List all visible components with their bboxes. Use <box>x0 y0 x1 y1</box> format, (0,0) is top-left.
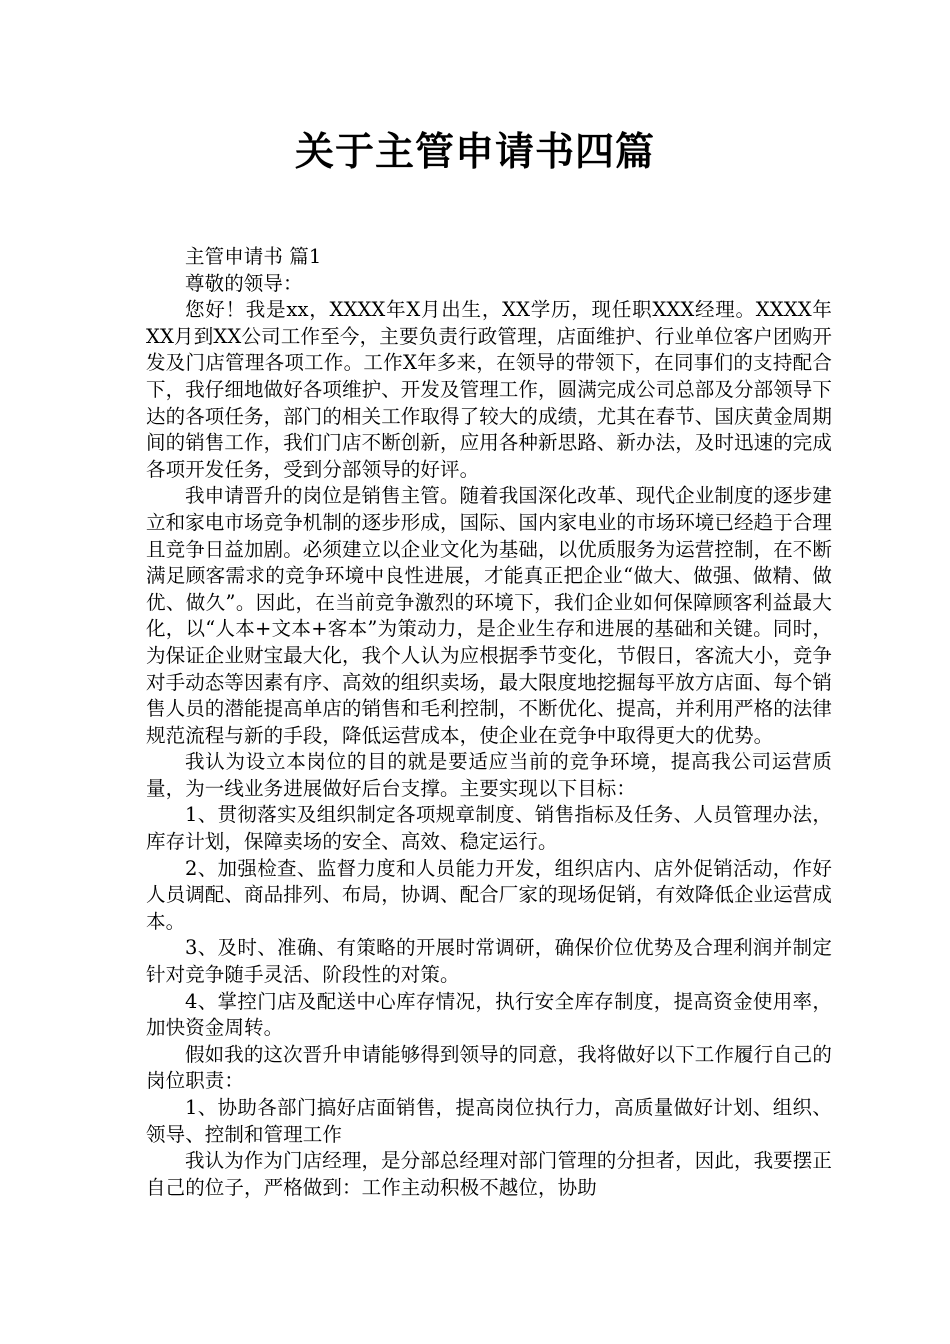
list-item: 1、协助各部门搞好店面销售，提高岗位执行力，高质量做好计划、组织、领导、控制和管理工作 <box>146 1096 832 1146</box>
list-item: 2、加强检查、监督力度和人员能力开发，组织店内、店外促销活动，作好人员调配、商品排列、布局，协调、配合厂家的现场促销，有效降低企业运营成本。 <box>146 856 833 933</box>
document-title: 关于主管申请书四篇 <box>294 130 655 175</box>
list-item: 3、及时、准确、有策略的开展时常调研，确保价位优势及合理利润并制定针对竞争随手灵活、阶段性的对策。 <box>146 936 832 987</box>
body-paragraph: 我认为作为门店经理，是分部总经理对部门管理的分担者，因此，我要摆正自己的位子，严格做到：工作主动积极不越位，协助 <box>146 1149 832 1199</box>
document-body <box>146 244 832 1201</box>
body-paragraph: 您好！我是xx，XXXX年X月出生，XX学历，现任职XXX经理。XXXX年XX月到XX公司工作至今，主要负责行政管理，店面维护、行业单位客户团购开发及门店管理各项工作。工作X年多来，在领导的带领下，在同事们的支持配合下，我仔细地做好各项维护、开发及管理工作，圆满完成公司总部及分部领导下达的各项任务，部门的相关工作取得了较大的成绩，尤其在春节、国庆黄金周期间的销售工作，我们门店不断创新，应用各种新思路、新办法，及时迅速的完成各项开发任务，受到分部领导的好评。 <box>146 298 833 481</box>
body-paragraph: 我申请晋升的岗位是销售主管。随着我国深化改革、现代企业制度的逐步建立和家电市场竞争机制的逐步形成，国际、国内家电业的市场环境已经趋于合理且竞争日益加剧。必须建立以企业文化为基础，以优质服务为运营控制，在不断满足顾客需求的竞争环境中良性进展，才能真正把企业“做大、做强、做精、做优、做久”。因此，在当前竞争激烈的环境下，我们企业如何保障顾客利益最大化，以“人本+文本+客本”为策动力，是企业生存和进展的基础和关键。同时，为保证企业财宝最大化，我个人认为应根据季节变化，节假日，客流大小，竞争对手动态等因素有序、高效的组织卖场，最大限度地挖掘每平放方店面、每个销售人员的潜能提高单店的销售和毛利控制，不断优化、提高，并利用严格的法律规范流程与新的手段，降低运营成本，使企业在竞争中取得更大的优势。 <box>146 484 833 747</box>
list-item: 1、贯彻落实及组织制定各项规章制度、销售指标及任务、人员管理办法，库存计划，保障卖场的安全、高效、稳定运行。 <box>146 803 832 854</box>
body-paragraph: 我认为设立本岗位的目的就是要适应当前的竞争环境，提高我公司运营质量，为一线业务进展做好后台支撑。主要实现以下目标： <box>146 750 832 800</box>
body-paragraph: 假如我的这次晋升申请能够得到领导的同意，我将做好以下工作履行自己的岗位职责： <box>146 1042 832 1093</box>
salutation: 尊敬的领导： <box>185 271 303 295</box>
section-heading: 主管申请书 篇1 <box>185 245 322 268</box>
list-item: 4、掌控门店及配送中心库存情况，执行安全库存制度，提高资金使用率，加快资金周转。 <box>146 989 832 1040</box>
